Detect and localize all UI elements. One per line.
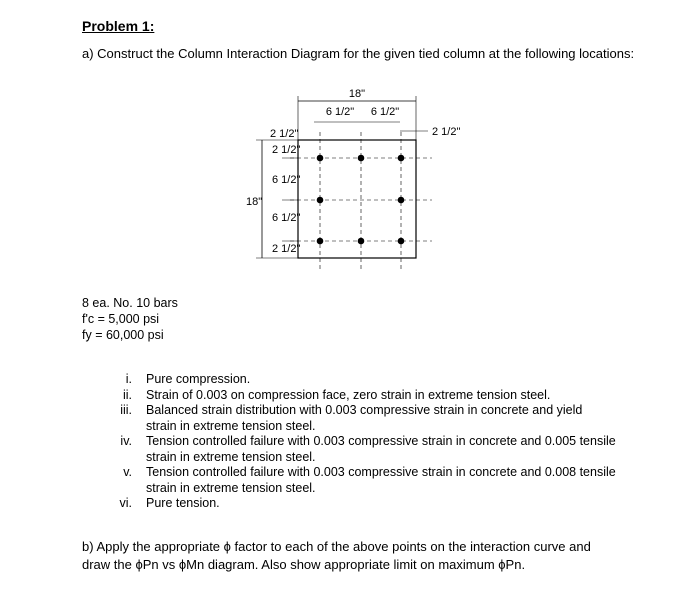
rebar <box>317 155 324 162</box>
reinforcing-bars <box>317 155 405 245</box>
list-item: v. Tension controlled failure with 0.003 compressive strain in concrete and 0.008 tensile strain in extreme tension steel. <box>123 465 616 495</box>
dim-top-spacing-1: 6 1/2" <box>325 106 355 118</box>
dim-top-spacing-2: 6 1/2" <box>370 106 400 118</box>
list-item: i. Pure compression. <box>125 372 251 386</box>
list-item: vi. Pure tension. <box>119 496 220 510</box>
list-item: ii. Strain of 0.003 on compression face, zero strain in extreme tension steel. <box>122 387 551 402</box>
dim-cover-upper-1: 2 1/2" <box>270 128 299 140</box>
rebar <box>398 197 405 204</box>
dim-right-cover: 2 1/2" <box>432 126 461 138</box>
rebar <box>398 238 405 245</box>
rebar <box>398 155 405 162</box>
rebar <box>358 238 365 245</box>
steel-yield: fy = 60,000 psi <box>82 328 164 342</box>
dim-top-total: 18" <box>348 88 366 100</box>
dim-spacing-v2: 6 1/2" <box>272 212 301 224</box>
part-b-prompt: b) Apply the appropriate ϕ factor to each of the above points on the interaction curve and draw the ϕPn vs ϕMn diagram. Also show appropriate limit on maximum ϕPn. <box>82 539 591 572</box>
bar-grid-lines <box>290 132 432 270</box>
bars-spec: 8 ea. No. 10 bars <box>82 296 178 310</box>
dim-cover-upper-2: 2 1/2" <box>272 144 301 156</box>
dim-spacing-v1: 6 1/2" <box>272 174 301 186</box>
list-item: iii. Balanced strain distribution with 0.003 compressive strain in concrete and yield strain in extreme tension steel. <box>120 403 583 433</box>
list-item: iv. Tension controlled failure with 0.003 compressive strain in concrete and 0.005 tensile strain in extreme tension steel. <box>120 434 616 464</box>
locations-list <box>96 372 616 512</box>
dim-cover-lower: 2 1/2" <box>272 243 301 255</box>
rebar <box>317 197 324 204</box>
problem-title: Problem 1: <box>82 18 155 34</box>
rebar <box>358 155 365 162</box>
material-properties <box>82 295 178 343</box>
dim-side-total: 18" <box>246 196 263 208</box>
rebar <box>317 238 324 245</box>
part-a-prompt: a) Construct the Column Interaction Diagram for the given tied column at the following locations: <box>82 46 635 61</box>
concrete-strength: f'c = 5,000 psi <box>82 312 160 326</box>
